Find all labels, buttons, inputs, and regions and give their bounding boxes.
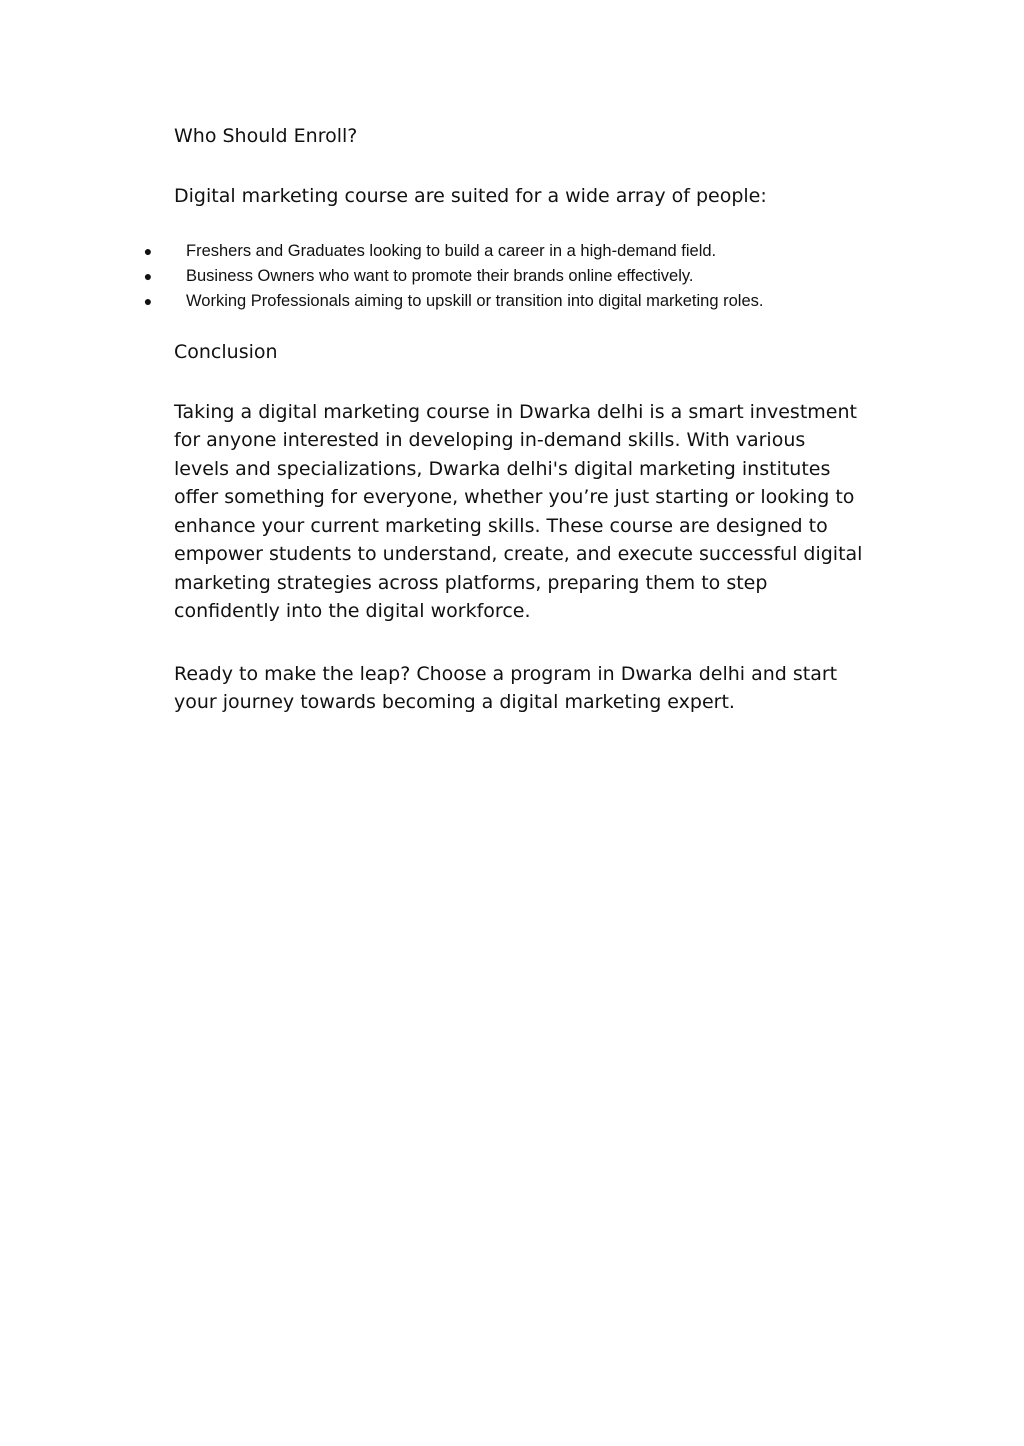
- section-heading-who-should-enroll: Who Should Enroll?: [174, 125, 358, 147]
- list-item: [143, 289, 882, 314]
- list-item: [143, 264, 882, 289]
- bullet-icon: ●: [143, 267, 153, 284]
- bullet-text: Working Professionals aiming to upskill or transition into digital marketing roles.: [186, 291, 764, 310]
- conclusion-paragraph: Taking a digital marketing course in Dwarka delhi is a smart investment for anyone interested in developing in-demand skills. With various levels and specializations, Dwarka delhi's digital marketing institutes offer something for everyone, whether you’re just starting or looking to enhance your current marketing skills. These course are designed to empower students to understand, create, and execute successful digital marketing strategies across platforms, preparing them to step confidently into the digital workforce.: [174, 400, 863, 622]
- bullet-text: Business Owners who want to promote their brands online effectively.: [186, 266, 694, 285]
- document-content: [143, 122, 864, 751]
- section-heading-conclusion: Conclusion: [174, 340, 278, 363]
- audience-bullet-list: [143, 239, 882, 314]
- bullet-icon: ●: [143, 292, 153, 309]
- intro-paragraph: Digital marketing course are suited for a wide array of people:: [174, 185, 767, 207]
- bullet-text: Freshers and Graduates looking to build a career in a high-demand field.: [186, 241, 717, 260]
- list-item: [143, 239, 882, 264]
- bullet-icon: ●: [143, 242, 153, 259]
- call-to-action-paragraph: Ready to make the leap? Choose a program in Dwarka delhi and start your journey towards becoming a digital marketing expert.: [174, 662, 838, 713]
